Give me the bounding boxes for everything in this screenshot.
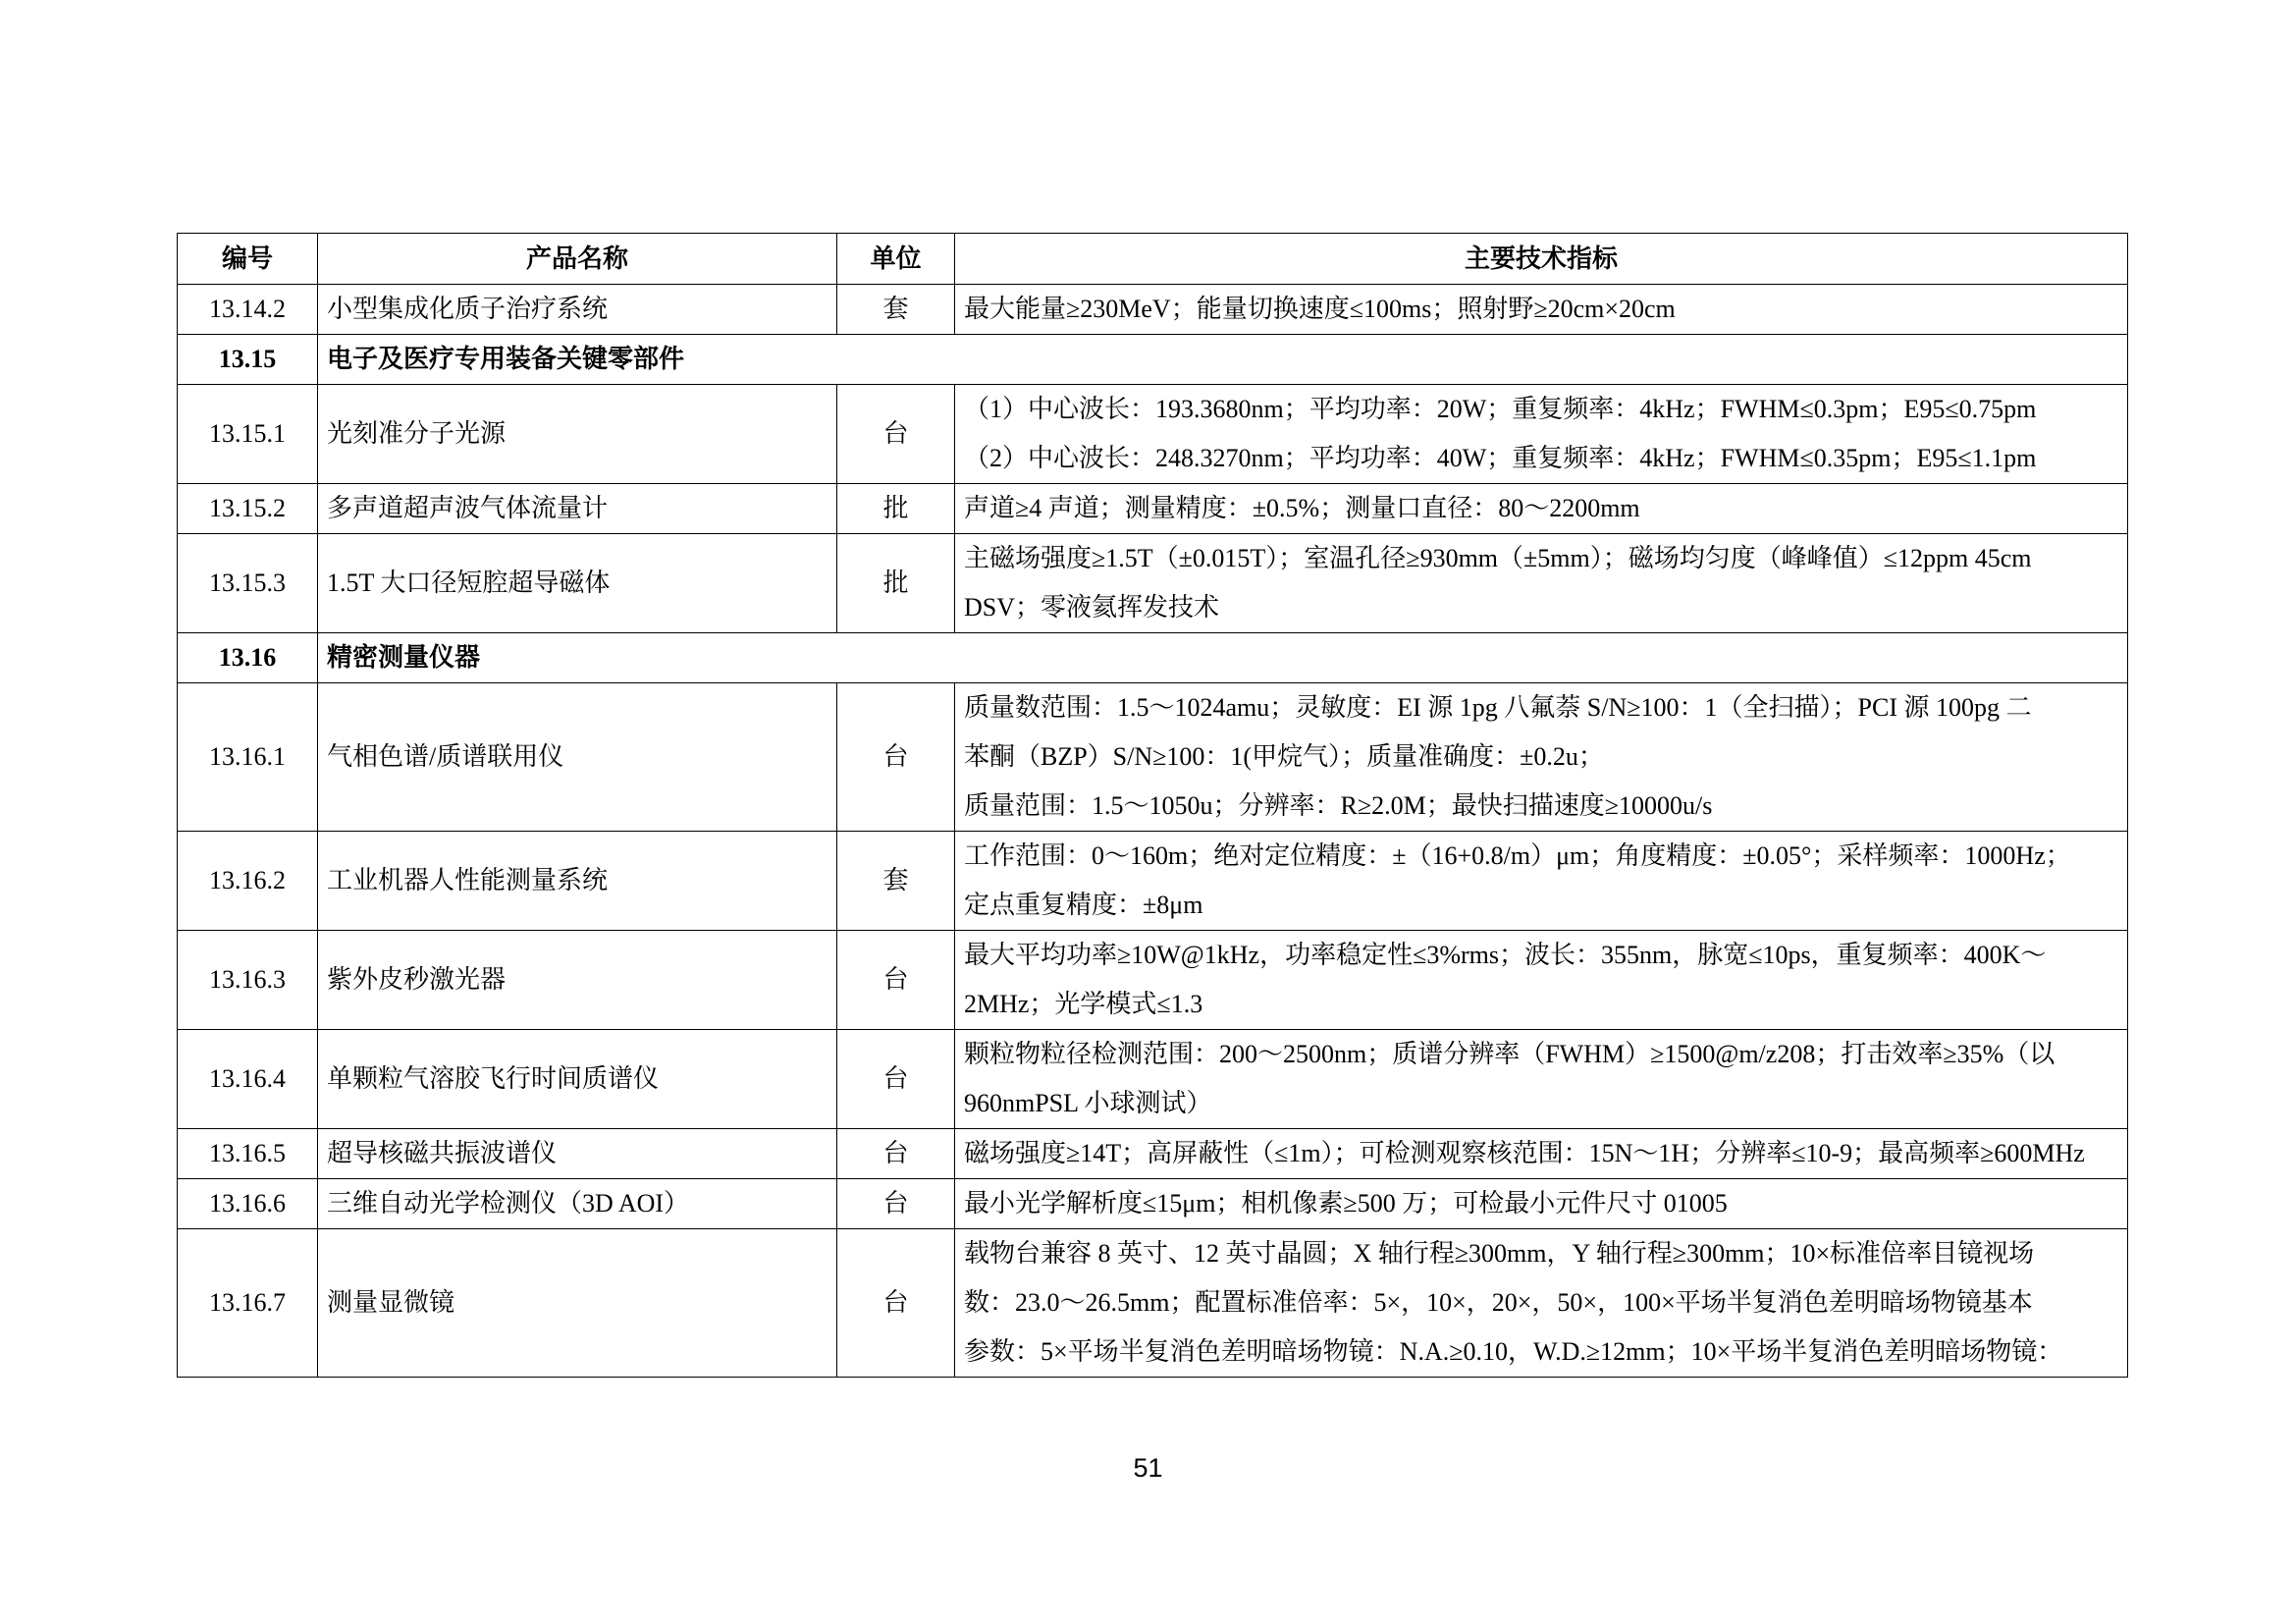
item-name: 测量显微镜 [318, 1229, 837, 1378]
item-unit: 台 [837, 683, 955, 832]
item-id: 13.16.3 [178, 931, 318, 1030]
item-spec [955, 1030, 2128, 1129]
item-name: 1.5T 大口径短腔超导磁体 [318, 534, 837, 633]
item-unit: 台 [837, 1179, 955, 1229]
item-name: 单颗粒气溶胶飞行时间质谱仪 [318, 1030, 837, 1129]
table-row [178, 1179, 2128, 1229]
table-row [178, 832, 2128, 931]
item-unit: 套 [837, 832, 955, 931]
header-spec: 主要技术指标 [955, 234, 2128, 285]
item-id: 13.16.2 [178, 832, 318, 931]
table-row [178, 285, 2128, 335]
item-spec [955, 385, 2128, 484]
table-row [178, 534, 2128, 633]
item-id: 13.16.6 [178, 1179, 318, 1229]
spec-line: （1）中心波长：193.3680nm；平均功率：20W；重复频率：4kHz；FWHM≤0.3pm；E95≤0.75pm [964, 395, 2037, 423]
item-spec [955, 1229, 2128, 1378]
item-id: 13.14.2 [178, 285, 318, 335]
spec-line: 质量数范围：1.5～1024amu；灵敏度：EI 源 1pg 八氟萘 S/N≥100：1（全扫描）；PCI 源 100pg 二 [964, 693, 2032, 722]
item-name: 多声道超声波气体流量计 [318, 484, 837, 534]
item-id: 13.16.5 [178, 1129, 318, 1179]
spec-line: 磁场强度≥14T；高屏蔽性（≤1m）；可检测观察核范围：15N～1H；分辨率≤10-9；最高频率≥600MHz [964, 1139, 2085, 1167]
header-unit: 单位 [837, 234, 955, 285]
table-row [178, 484, 2128, 534]
item-unit: 台 [837, 1129, 955, 1179]
item-spec [955, 484, 2128, 534]
spec-line: DSV；零液氦挥发技术 [964, 593, 1220, 622]
header-name: 产品名称 [318, 234, 837, 285]
table-row [178, 1229, 2128, 1378]
spec-line: 质量范围：1.5～1050u；分辨率：R≥2.0M；最快扫描速度≥10000u/s [964, 791, 1713, 820]
spec-line: 960nmPSL 小球测试） [964, 1089, 1212, 1117]
table-body [178, 285, 2128, 1378]
spec-line: 参数：5×平场半复消色差明暗场物镜：N.A.≥0.10，W.D.≥12mm；10×平场半复消色差明暗场物镜： [964, 1337, 2063, 1366]
header-id: 编号 [178, 234, 318, 285]
item-id: 13.15.3 [178, 534, 318, 633]
spec-table [177, 233, 2128, 1378]
item-name: 气相色谱/质谱联用仪 [318, 683, 837, 832]
spec-line: 主磁场强度≥1.5T（±0.015T）；室温孔径≥930mm（±5mm）；磁场均匀度（峰峰值）≤12ppm 45cm [964, 544, 2032, 572]
item-spec [955, 683, 2128, 832]
item-spec [955, 1179, 2128, 1229]
spec-line: 载物台兼容 8 英寸、12 英寸晶圆；X 轴行程≥300mm，Y 轴行程≥300mm；10×标准倍率目镜视场 [964, 1239, 2035, 1268]
section-id: 13.15 [178, 335, 318, 385]
item-unit: 套 [837, 285, 955, 335]
item-id: 13.15.1 [178, 385, 318, 484]
table-header [178, 234, 2128, 285]
table-row [178, 931, 2128, 1030]
section-row [178, 633, 2128, 683]
item-name: 三维自动光学检测仪（3D AOI） [318, 1179, 837, 1229]
spec-line: 最大平均功率≥10W@1kHz，功率稳定性≤3%rms；波长：355nm，脉宽≤10ps，重复频率：400K～ [964, 941, 2047, 969]
table-row [178, 385, 2128, 484]
section-id: 13.16 [178, 633, 318, 683]
spec-line: 最大能量≥230MeV；能量切换速度≤100ms；照射野≥20cm×20cm [964, 295, 1676, 323]
item-spec [955, 931, 2128, 1030]
item-id: 13.16.1 [178, 683, 318, 832]
spec-line: 数：23.0～26.5mm；配置标准倍率：5×，10×，20×，50×，100×平场半复消色差明暗场物镜基本 [964, 1288, 2033, 1317]
item-id: 13.16.4 [178, 1030, 318, 1129]
spec-line: 工作范围：0～160m；绝对定位精度：±（16+0.8/m）μm；角度精度：±0.05°；采样频率：1000Hz； [964, 841, 2071, 870]
item-name: 紫外皮秒激光器 [318, 931, 837, 1030]
item-unit: 台 [837, 385, 955, 484]
table-row [178, 683, 2128, 832]
item-id: 13.15.2 [178, 484, 318, 534]
item-unit: 批 [837, 484, 955, 534]
item-unit: 批 [837, 534, 955, 633]
table-row [178, 1129, 2128, 1179]
spec-line: 声道≥4 声道；测量精度：±0.5%；测量口直径：80～2200mm [964, 494, 1640, 522]
item-unit: 台 [837, 1030, 955, 1129]
item-name: 小型集成化质子治疗系统 [318, 285, 837, 335]
item-name: 超导核磁共振波谱仪 [318, 1129, 837, 1179]
page-number: 51 [1133, 1453, 1163, 1483]
item-id: 13.16.7 [178, 1229, 318, 1378]
spec-line: 最小光学解析度≤15μm；相机像素≥500 万；可检最小元件尺寸 01005 [964, 1189, 1728, 1218]
table-row [178, 1030, 2128, 1129]
item-unit: 台 [837, 931, 955, 1030]
item-unit: 台 [837, 1229, 955, 1378]
spec-line: 2MHz；光学模式≤1.3 [964, 990, 1203, 1018]
item-name: 光刻准分子光源 [318, 385, 837, 484]
item-spec [955, 285, 2128, 335]
item-name: 工业机器人性能测量系统 [318, 832, 837, 931]
spec-line: 定点重复精度：±8μm [964, 891, 1203, 919]
item-spec [955, 534, 2128, 633]
section-title: 电子及医疗专用装备关键零部件 [318, 335, 2128, 385]
spec-line: 苯酮（BZP）S/N≥100：1(甲烷气）；质量准确度：±0.2u； [964, 742, 1604, 771]
spec-line: 颗粒物粒径检测范围：200～2500nm；质谱分辨率（FWHM）≥1500@m/z208；打击效率≥35%（以 [964, 1040, 2056, 1068]
spec-line: （2）中心波长：248.3270nm；平均功率：40W；重复频率：4kHz；FWHM≤0.35pm；E95≤1.1pm [964, 444, 2037, 472]
section-title: 精密测量仪器 [318, 633, 2128, 683]
section-row [178, 335, 2128, 385]
item-spec [955, 832, 2128, 931]
item-spec [955, 1129, 2128, 1179]
